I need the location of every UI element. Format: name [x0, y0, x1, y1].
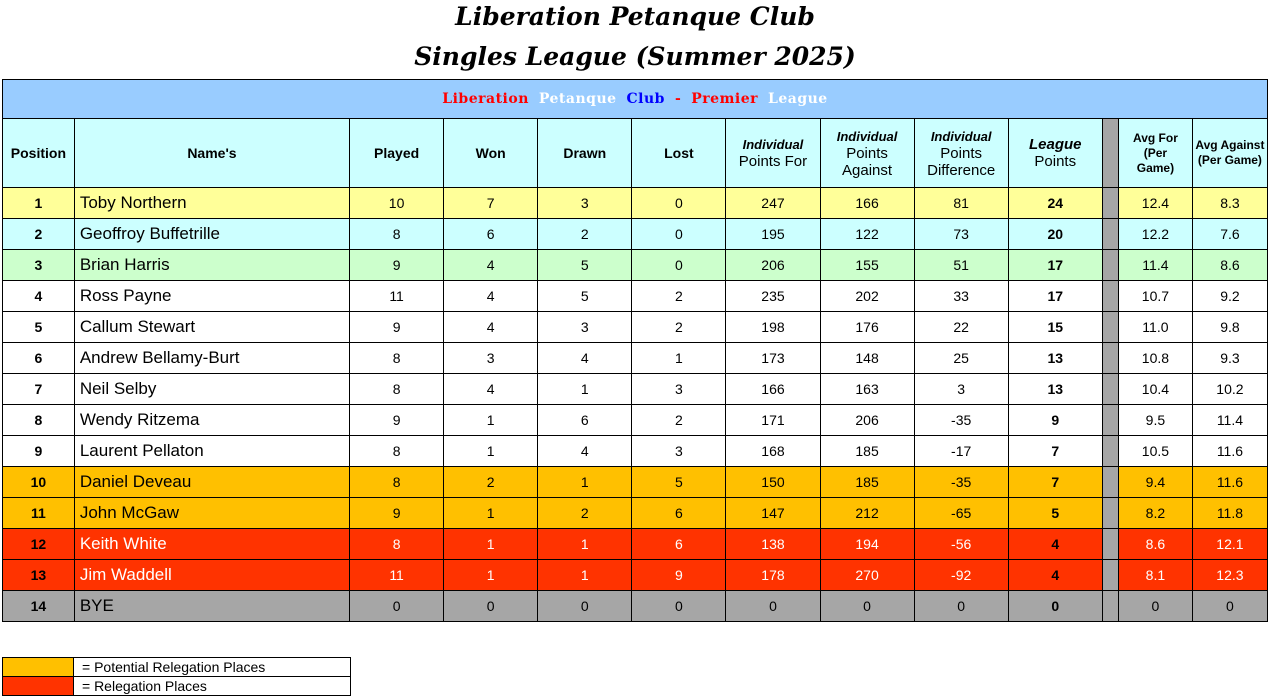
lost-cell: 9: [632, 560, 726, 591]
potential-relegation-swatch: [3, 658, 74, 677]
points-difference-cell: -92: [914, 560, 1008, 591]
points-for-cell: 173: [726, 343, 820, 374]
table-row: [3, 374, 1268, 405]
column-spacer: [1102, 560, 1118, 591]
avg-for-cell: 9.4: [1118, 467, 1192, 498]
lost-cell: 0: [632, 591, 726, 622]
points-for-cell: 150: [726, 467, 820, 498]
name-cell: BYE: [74, 591, 349, 622]
avg-against-line2: (Per Game): [1197, 153, 1262, 167]
drawn-cell: 4: [538, 436, 632, 467]
league-points-cell: 13: [1008, 343, 1102, 374]
difference-line2: Points: [940, 144, 982, 162]
points-against-line3: Against: [842, 161, 893, 179]
won-cell: 4: [444, 374, 538, 405]
column-spacer: [1102, 405, 1118, 436]
avg-against-cell: 8.6: [1192, 250, 1267, 281]
won-cell: 1: [444, 560, 538, 591]
points-against-cell: 163: [820, 374, 914, 405]
lost-cell: 5: [632, 467, 726, 498]
avg-against-cell: 9.2: [1192, 281, 1267, 312]
page-subtitle: Singles League (Summer 2025): [414, 42, 856, 71]
col-header-avg-against: [1192, 119, 1267, 188]
avg-against-cell: 11.8: [1192, 498, 1267, 529]
points-against-cell: 0: [820, 591, 914, 622]
played-cell: 8: [350, 436, 444, 467]
league-points-cell: 9: [1008, 405, 1102, 436]
position-cell: 11: [3, 498, 75, 529]
column-spacer: [1102, 498, 1118, 529]
column-spacer: [1102, 436, 1118, 467]
position-cell: 12: [3, 529, 75, 560]
avg-for-line2: (Per: [1143, 145, 1168, 160]
avg-against-cell: 11.6: [1192, 467, 1267, 498]
name-cell: Keith White: [74, 529, 349, 560]
avg-for-cell: 8.2: [1118, 498, 1192, 529]
won-cell: 1: [444, 436, 538, 467]
lost-cell: 0: [632, 250, 726, 281]
drawn-cell: 3: [538, 188, 632, 219]
points-for-cell: 247: [726, 188, 820, 219]
position-cell: 6: [3, 343, 75, 374]
column-spacer: [1102, 343, 1118, 374]
points-difference-cell: -35: [914, 405, 1008, 436]
position-cell: 8: [3, 405, 75, 436]
table-row: [3, 560, 1268, 591]
col-header-won: Won: [444, 119, 538, 188]
avg-for-cell: 0: [1118, 591, 1192, 622]
avg-for-cell: 10.7: [1118, 281, 1192, 312]
lost-cell: 1: [632, 343, 726, 374]
points-for-cell: 206: [726, 250, 820, 281]
table-row: [3, 250, 1268, 281]
name-cell: Brian Harris: [74, 250, 349, 281]
points-against-cell: 185: [820, 467, 914, 498]
played-cell: 9: [350, 250, 444, 281]
name-cell: Geoffroy Buffetrille: [74, 219, 349, 250]
points-for-cell: 0: [726, 591, 820, 622]
points-difference-cell: 51: [914, 250, 1008, 281]
avg-for-line3: Game): [1136, 160, 1175, 175]
banner-word: Liberation: [442, 91, 529, 107]
table-row: [3, 498, 1268, 529]
lost-cell: 2: [632, 405, 726, 436]
drawn-cell: 6: [538, 405, 632, 436]
avg-against-cell: 12.3: [1192, 560, 1267, 591]
col-header-points-against: [820, 119, 914, 188]
league-points-cell: 13: [1008, 374, 1102, 405]
difference-line1: Individual: [930, 128, 992, 144]
points-difference-cell: -35: [914, 467, 1008, 498]
avg-for-cell: 12.4: [1118, 188, 1192, 219]
points-difference-cell: 73: [914, 219, 1008, 250]
points-against-cell: 185: [820, 436, 914, 467]
points-for-cell: 178: [726, 560, 820, 591]
points-difference-cell: 25: [914, 343, 1008, 374]
table-row: [3, 529, 1268, 560]
points-for-cell: 138: [726, 529, 820, 560]
col-header-points-for: [726, 119, 820, 188]
column-spacer: [1102, 188, 1118, 219]
page-title: Liberation Petanque Club: [455, 2, 815, 31]
position-cell: 10: [3, 467, 75, 498]
played-cell: 11: [350, 560, 444, 591]
col-header-played: Played: [350, 119, 444, 188]
col-header-avg-for: [1118, 119, 1192, 188]
table-row: [3, 188, 1268, 219]
points-against-cell: 166: [820, 188, 914, 219]
league-points-line2: Points: [1034, 153, 1077, 170]
points-for-cell: 198: [726, 312, 820, 343]
played-cell: 8: [350, 374, 444, 405]
drawn-cell: 1: [538, 560, 632, 591]
league-points-cell: 4: [1008, 560, 1102, 591]
points-for-cell: 171: [726, 405, 820, 436]
played-cell: 9: [350, 405, 444, 436]
table-row: [3, 219, 1268, 250]
avg-for-line1: Avg For: [1132, 130, 1178, 145]
col-header-position: Position: [3, 119, 75, 188]
avg-for-cell: 9.5: [1118, 405, 1192, 436]
won-cell: 7: [444, 188, 538, 219]
played-cell: 11: [350, 281, 444, 312]
points-difference-cell: 81: [914, 188, 1008, 219]
points-difference-cell: -65: [914, 498, 1008, 529]
avg-for-cell: 8.1: [1118, 560, 1192, 591]
table-row: [3, 591, 1268, 622]
points-for-cell: 166: [726, 374, 820, 405]
drawn-cell: 1: [538, 467, 632, 498]
league-banner: [3, 80, 1268, 119]
drawn-cell: 1: [538, 374, 632, 405]
lost-cell: 2: [632, 312, 726, 343]
drawn-cell: 4: [538, 343, 632, 374]
league-points-cell: 24: [1008, 188, 1102, 219]
won-cell: 3: [444, 343, 538, 374]
name-cell: Toby Northern: [74, 188, 349, 219]
avg-for-cell: 10.4: [1118, 374, 1192, 405]
table-body: [3, 188, 1268, 622]
col-header-points-difference: [914, 119, 1008, 188]
avg-against-cell: 9.8: [1192, 312, 1267, 343]
avg-for-cell: 12.2: [1118, 219, 1192, 250]
league-points-cell: 15: [1008, 312, 1102, 343]
played-cell: 8: [350, 529, 444, 560]
position-cell: 14: [3, 591, 75, 622]
position-cell: 13: [3, 560, 75, 591]
position-cell: 4: [3, 281, 75, 312]
banner-row: [3, 80, 1268, 119]
league-points-cell: 17: [1008, 250, 1102, 281]
position-cell: 2: [3, 219, 75, 250]
won-cell: 1: [444, 529, 538, 560]
avg-against-cell: 0: [1192, 591, 1267, 622]
played-cell: 9: [350, 498, 444, 529]
lost-cell: 6: [632, 498, 726, 529]
league-table: [2, 79, 1268, 622]
won-cell: 4: [444, 312, 538, 343]
points-for-line2: Points For: [738, 153, 808, 170]
avg-for-cell: 11.4: [1118, 250, 1192, 281]
position-cell: 5: [3, 312, 75, 343]
column-spacer: [1102, 312, 1118, 343]
column-spacer: [1102, 250, 1118, 281]
avg-for-cell: 11.0: [1118, 312, 1192, 343]
banner-word: League: [768, 91, 828, 107]
league-points-cell: 7: [1008, 467, 1102, 498]
won-cell: 4: [444, 250, 538, 281]
lost-cell: 0: [632, 188, 726, 219]
points-for-line1: Individual: [742, 137, 804, 152]
avg-against-cell: 12.1: [1192, 529, 1267, 560]
table-row: [3, 467, 1268, 498]
banner-word: Petanque: [538, 91, 617, 107]
col-header-league-points: [1008, 119, 1102, 188]
won-cell: 1: [444, 498, 538, 529]
name-cell: Ross Payne: [74, 281, 349, 312]
column-spacer: [1102, 467, 1118, 498]
banner-word: Premier: [691, 91, 759, 107]
won-cell: 6: [444, 219, 538, 250]
col-header-lost: Lost: [632, 119, 726, 188]
points-against-cell: 206: [820, 405, 914, 436]
points-difference-cell: 0: [914, 591, 1008, 622]
played-cell: 0: [350, 591, 444, 622]
played-cell: 8: [350, 219, 444, 250]
relegation-swatch: [3, 677, 74, 696]
drawn-cell: 0: [538, 591, 632, 622]
played-cell: 10: [350, 188, 444, 219]
table-row: [3, 436, 1268, 467]
league-points-cell: 7: [1008, 436, 1102, 467]
points-against-line2: Points: [846, 144, 888, 162]
played-cell: 8: [350, 467, 444, 498]
points-for-cell: 168: [726, 436, 820, 467]
avg-for-cell: 8.6: [1118, 529, 1192, 560]
points-for-cell: 235: [726, 281, 820, 312]
won-cell: 4: [444, 281, 538, 312]
table-row: [3, 312, 1268, 343]
table-row: [3, 281, 1268, 312]
drawn-cell: 2: [538, 498, 632, 529]
legend-item-relegation: [3, 677, 351, 696]
name-cell: Callum Stewart: [74, 312, 349, 343]
drawn-cell: 2: [538, 219, 632, 250]
lost-cell: 3: [632, 436, 726, 467]
played-cell: 9: [350, 312, 444, 343]
col-header-drawn: Drawn: [538, 119, 632, 188]
lost-cell: 6: [632, 529, 726, 560]
column-spacer: [1102, 281, 1118, 312]
column-spacer: [1102, 219, 1118, 250]
column-spacer: [1102, 591, 1118, 622]
points-difference-cell: 3: [914, 374, 1008, 405]
points-against-cell: 176: [820, 312, 914, 343]
avg-against-cell: 8.3: [1192, 188, 1267, 219]
table-row: [3, 343, 1268, 374]
drawn-cell: 5: [538, 281, 632, 312]
name-cell: Laurent Pellaton: [74, 436, 349, 467]
avg-for-cell: 10.5: [1118, 436, 1192, 467]
table-row: [3, 405, 1268, 436]
won-cell: 2: [444, 467, 538, 498]
league-points-cell: 5: [1008, 498, 1102, 529]
position-cell: 7: [3, 374, 75, 405]
league-points-cell: 17: [1008, 281, 1102, 312]
col-header-name: Name's: [74, 119, 349, 188]
lost-cell: 3: [632, 374, 726, 405]
legend: [2, 657, 351, 696]
legend-label: = Potential Relegation Places: [74, 658, 351, 677]
column-spacer: [1102, 529, 1118, 560]
avg-against-cell: 9.3: [1192, 343, 1267, 374]
banner-word: -: [674, 91, 682, 107]
points-against-cell: 155: [820, 250, 914, 281]
drawn-cell: 3: [538, 312, 632, 343]
name-cell: Wendy Ritzema: [74, 405, 349, 436]
league-points-cell: 20: [1008, 219, 1102, 250]
lost-cell: 0: [632, 219, 726, 250]
points-difference-cell: 22: [914, 312, 1008, 343]
points-against-cell: 202: [820, 281, 914, 312]
name-cell: John McGaw: [74, 498, 349, 529]
position-cell: 9: [3, 436, 75, 467]
won-cell: 0: [444, 591, 538, 622]
league-points-line1: League: [1028, 136, 1082, 153]
header-row: [3, 119, 1268, 188]
avg-for-cell: 10.8: [1118, 343, 1192, 374]
position-cell: 1: [3, 188, 75, 219]
won-cell: 1: [444, 405, 538, 436]
points-for-cell: 195: [726, 219, 820, 250]
points-difference-cell: -56: [914, 529, 1008, 560]
points-for-cell: 147: [726, 498, 820, 529]
points-difference-cell: -17: [914, 436, 1008, 467]
name-cell: Jim Waddell: [74, 560, 349, 591]
difference-line3: Difference: [927, 161, 996, 179]
avg-against-line1: Avg Against: [1195, 138, 1265, 152]
avg-against-cell: 11.4: [1192, 405, 1267, 436]
points-against-cell: 194: [820, 529, 914, 560]
legend-label: = Relegation Places: [74, 677, 351, 696]
name-cell: Neil Selby: [74, 374, 349, 405]
drawn-cell: 5: [538, 250, 632, 281]
points-against-cell: 270: [820, 560, 914, 591]
column-spacer: [1102, 119, 1118, 188]
league-points-cell: 4: [1008, 529, 1102, 560]
banner-word: Club: [626, 91, 665, 107]
points-against-cell: 148: [820, 343, 914, 374]
avg-against-cell: 7.6: [1192, 219, 1267, 250]
name-cell: Andrew Bellamy-Burt: [74, 343, 349, 374]
league-points-cell: 0: [1008, 591, 1102, 622]
points-against-cell: 212: [820, 498, 914, 529]
drawn-cell: 1: [538, 529, 632, 560]
points-against-cell: 122: [820, 219, 914, 250]
avg-against-cell: 11.6: [1192, 436, 1267, 467]
column-spacer: [1102, 374, 1118, 405]
played-cell: 8: [350, 343, 444, 374]
points-difference-cell: 33: [914, 281, 1008, 312]
points-against-line1: Individual: [836, 128, 898, 144]
name-cell: Daniel Deveau: [74, 467, 349, 498]
position-cell: 3: [3, 250, 75, 281]
legend-item-potential: [3, 658, 351, 677]
lost-cell: 2: [632, 281, 726, 312]
avg-against-cell: 10.2: [1192, 374, 1267, 405]
